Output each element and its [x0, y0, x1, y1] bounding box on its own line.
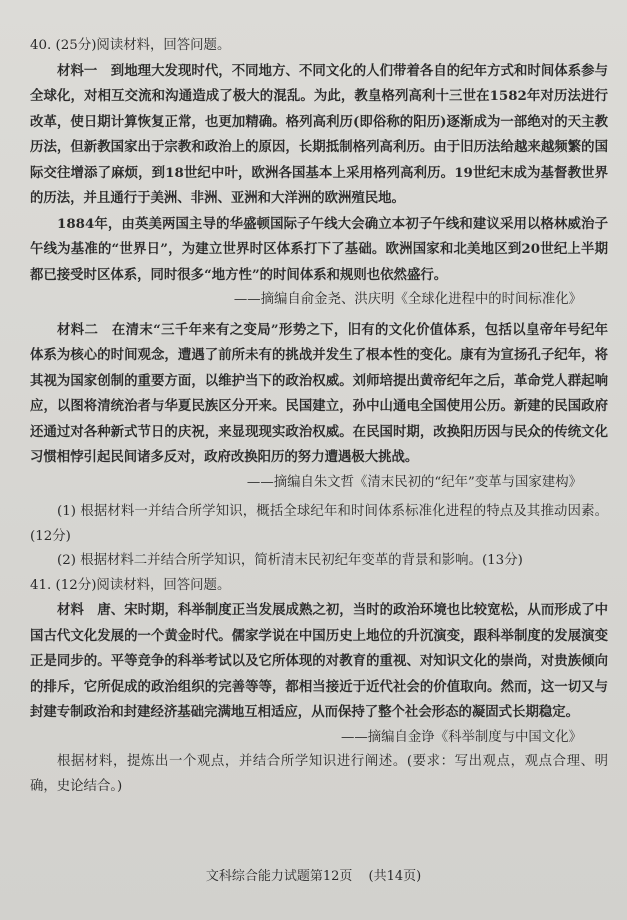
- q40-subquestion-1: (1) 根据材料一并结合所学知识，概括全球纪年和时间体系标准化进程的特点及其推动因素。(12分): [30, 504, 608, 544]
- q40-material1-text2: 1884年，由英美两国主导的华盛顿国际子午线大会确立本初子午线和建议采用以格林威治子午线为基准的“世界日”，为建立世界时区体系打下了基础。欧洲国家和北美地区到20世纪上半期都已接受时区体系，同时很多“地方性”的时间体系和规则也依然盛行。: [30, 215, 608, 283]
- footer-total-pages: (共14页): [368, 869, 422, 884]
- q40-header: 40. (25分)阅读材料，回答问题。: [30, 38, 231, 53]
- q41-material-source: ——摘编自金诤《科举制度与中国文化》: [340, 729, 582, 745]
- q41-header: 41. (12分)阅读材料，回答问题。: [30, 577, 231, 593]
- q40-material1-label: 材料一: [57, 62, 98, 79]
- page-content: [30, 34, 608, 799]
- q41-material: [30, 598, 608, 726]
- q40-subquestion-2: (2) 根据材料二并结合所学知识，简析清末民初纪年变革的背景和影响。(13分): [57, 553, 523, 568]
- q40-material2-text: 在清末“三千年来有之变局”形势之下，旧有的文化价值体系，包括以皇帝年号纪年体系为核心的时间观念，遭遇了前所未有的挑战并发生了根本性的变化。康有为宣扬孔子纪年，将其视为国家创制的重要方面，以维护当下的政治权威。刘师培提出黄帝纪年之后，革命党人群起响应，以图将清统治者与华夏民族区分开来。民国建立，孙中山通电全国使用公历。新建的民国政府还通过对各种新式节日的庆祝，来显现现实政治权威。在民国时期，改换阳历因与民众的传统文化习惯相悖引起民间诸多反对，政府改换阳历的努力遭遇极大挑战。: [30, 321, 609, 465]
- q40-material1-text: 到地理大发现时代，不同地方、不同文化的人们带着各自的纪年方式和时间体系参与全球化，对相互交流和沟通造成了极大的混乱。为此，教皇格列高利十三世在1582年对历法进行改革，使日期计算恢复正常，也更加精确。格列高利历(即俗称的阳历)逐渐成为一部绝对的天主教历法，但新教国家出于宗教和政治上的原因，长期抵制格列高利历。由于旧历法给越来越频繁的国际交往增添了麻烦，到18世纪中叶，欧洲各国基本上采用格列高利历。19世纪末成为基督教世界的历法，并且通行于美洲、非洲、亚洲和大洋洲的欧洲殖民地。: [30, 62, 609, 206]
- q41-material-label: 材料: [57, 602, 84, 618]
- q40-material1-source: ——摘编自俞金尧、洪庆明《全球化进程中的时间标准化》: [233, 292, 582, 307]
- q40-material2: [30, 318, 608, 471]
- q41-material-text: 唐、宋时期，科举制度正当发展成熟之初，当时的政治环境也比较宽松，从而形成了中国古代文化发展的一个黄金时代。儒家学说在中国历史上地位的升沉演变，跟科举制度的发展演变正是同步的。平等竞争的科举考试以及它所体现的对教育的重视、对知识文化的崇尚，对贵族倾向的排斥，它所促成的政治组织的完善等等，都相当接近于近代社会的价值取向。然而，这一切又与封建专制政治和封建经济基础完满地互相适应，从而保持了整个社会形态的凝固式长期稳定。: [30, 602, 609, 720]
- q40-material1-para2: [30, 212, 608, 289]
- q40-material1: [30, 59, 608, 212]
- page-footer: [0, 865, 627, 884]
- q40-material2-label: 材料二: [57, 321, 99, 338]
- q40-material2-source: ——摘编自朱文哲《清末民初的“纪年”变革与国家建构》: [246, 474, 582, 490]
- footer-page-title: 文科综合能力试题第12页: [205, 869, 353, 884]
- q41-prompt: 根据材料，提炼出一个观点，并结合所学知识进行阐述。(要求：写出观点，观点合理、明确，史论结合。): [30, 754, 608, 794]
